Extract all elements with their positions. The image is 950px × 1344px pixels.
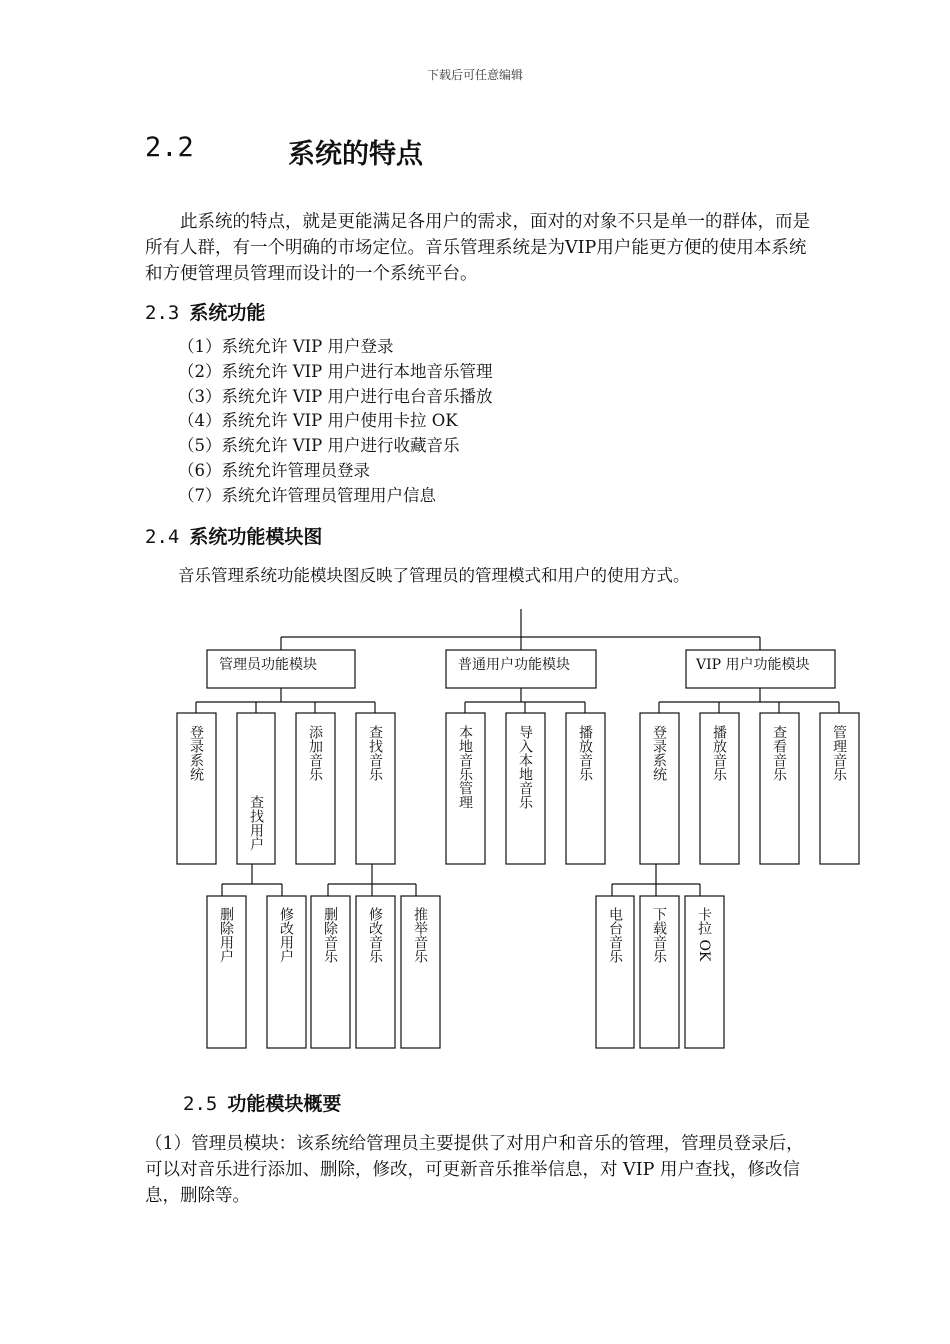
box-label-delete-music: 删除音乐 <box>322 907 338 963</box>
box-label-view-music: 查看音乐 <box>771 725 787 781</box>
box-label-vip-login: 登录系统 <box>651 725 667 781</box>
vip-module-label: VIP 用户功能模块 <box>696 657 810 673</box>
box-label-local-music-manage: 本地音乐管理 <box>457 725 473 809</box>
box-label-edit-user: 修改用户 <box>278 907 294 963</box>
diagram-intro: 音乐管理系统功能模块图反映了管理员的管理模式和用户的使用方式。 <box>178 566 690 585</box>
box-label-play-music: 播放音乐 <box>577 725 593 781</box>
section-number: 2.2 <box>145 132 194 163</box>
box-label-download-music: 下载音乐 <box>651 907 667 963</box>
list-item: （3）系统允许 VIP 用户进行电台音乐播放 <box>178 386 493 406</box>
box-label-radio-music: 电台音乐 <box>607 907 623 963</box>
box-label-recommend-music: 推举音乐 <box>412 907 428 963</box>
box-label-admin-login: 登录系统 <box>188 725 204 781</box>
box-label-manage-music: 管理音乐 <box>831 725 847 781</box>
header-note: 下载后可任意编辑 <box>426 68 523 82</box>
section-2-2-paragraph: 此系统的特点，就是更能满足各用户的需求，面对的对象不只是单一的群体，而是所有人群，有一个明确的市场定位。音乐管理系统是为VIP用户能更方便的使用本系统和方便管理员管理而设计的一个系统平台。 <box>145 212 810 284</box>
box-label-karaoke: 卡拉 OK <box>696 907 712 962</box>
section-2-5-paragraph: （1）管理员模块：该系统给管理员主要提供了对用户和音乐的管理，管理员登录后，可以对音乐进行添加、删除，修改，可更新音乐推举信息，对 VIP 用户查找，修改信息，删除等。 <box>145 1134 804 1206</box>
box-label-find-music: 查找音乐 <box>367 725 383 781</box>
section-title: 功能模块概要 <box>227 1093 342 1115</box>
box-label-find-user: 查找用户 <box>248 795 264 851</box>
list-item: （2）系统允许 VIP 用户进行本地音乐管理 <box>178 361 493 381</box>
box-label-import-local-music: 导入本地音乐 <box>517 725 533 809</box>
section-title: 系统的特点 <box>288 139 423 170</box>
list-item: （7）系统允许管理员管理用户信息 <box>178 485 436 505</box>
section-number: 2.3 <box>145 302 180 324</box>
list-item: （6）系统允许管理员登录 <box>178 460 370 480</box>
box-label-delete-user: 删除用户 <box>218 907 234 963</box>
section-number: 2.5 <box>183 1093 218 1115</box>
section-title: 系统功能模块图 <box>189 526 323 548</box>
section-2-5-heading <box>183 1089 341 1116</box>
section-title: 系统功能 <box>189 302 266 324</box>
box-label-vip-play-music: 播放音乐 <box>711 725 727 781</box>
admin-module-label: 管理员功能模块 <box>219 657 317 673</box>
section-number: 2.4 <box>145 526 180 548</box>
box-label-add-music: 添加音乐 <box>307 725 323 781</box>
list-item: （5）系统允许 VIP 用户进行收藏音乐 <box>178 436 460 456</box>
box-label-edit-music: 修改音乐 <box>367 907 383 963</box>
normal-user-module-label: 普通用户功能模块 <box>458 657 570 673</box>
list-item: （4）系统允许 VIP 用户使用卡拉 OK <box>178 411 458 431</box>
list-item: （1）系统允许 VIP 用户登录 <box>178 337 394 356</box>
